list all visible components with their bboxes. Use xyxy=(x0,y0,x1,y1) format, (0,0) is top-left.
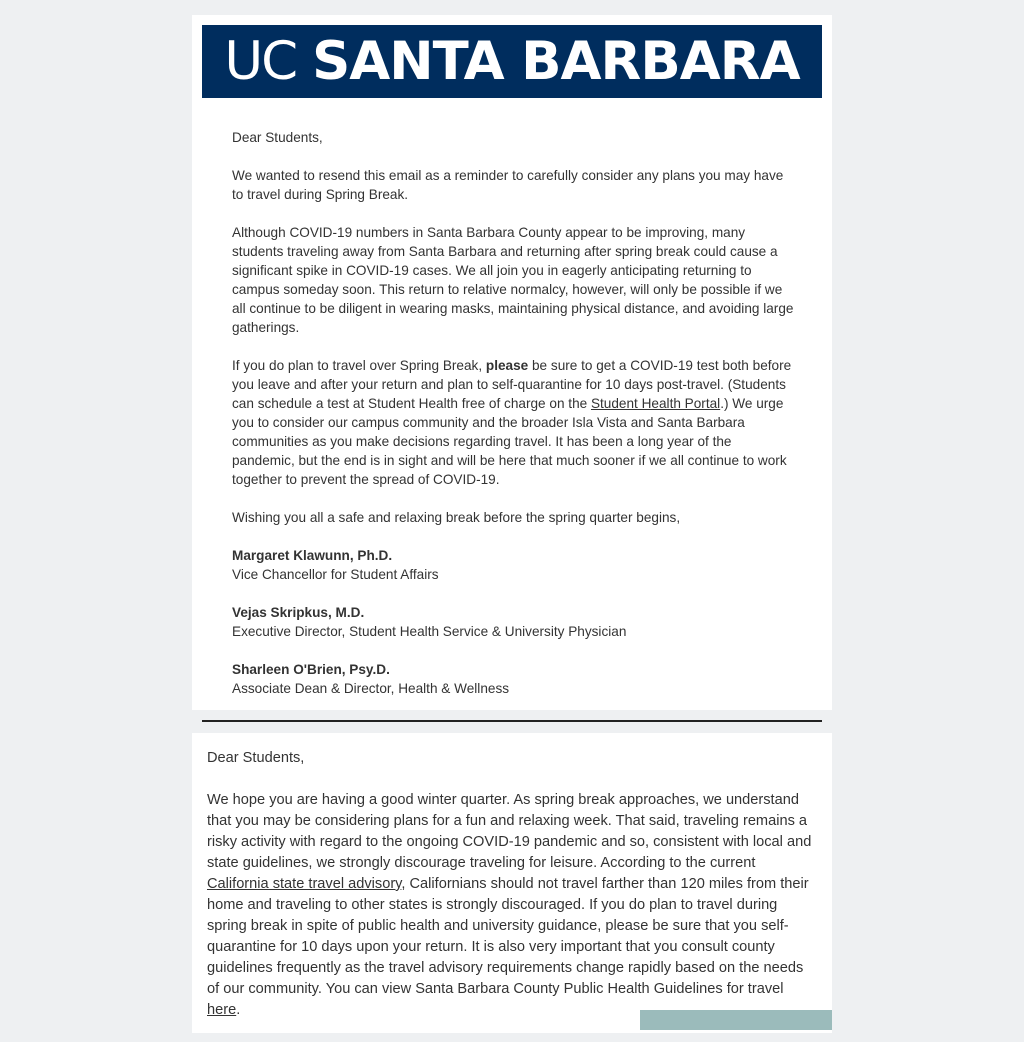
signature-block xyxy=(232,603,794,641)
paragraph-reminder: We wanted to resend this email as a reminder to carefully consider any plans you may have to travel during Spring Break. xyxy=(232,168,784,202)
email-body-original xyxy=(207,748,815,1042)
signature-title: Vice Chancellor for Student Affairs xyxy=(232,567,439,582)
teal-footer-block xyxy=(640,1010,832,1030)
testing-text-3: .) We urge you to consider our campus community and the broader Isla Vista and Santa Barbara communities as you make decisions regarding travel. It has been a long year of the pandemic, but the end is in sight and will be here that much sooner if we all continue to work together to prevent the spread of COVID-19. xyxy=(232,396,787,487)
email-divider xyxy=(202,720,822,722)
guidance-text-2: , Californians should not travel farther than 120 miles from their home and traveling to other states is strongly discouraged. If you do plan to travel during spring break in spite of public health and university guidance, please be sure that you self-quarantine for 10 days upon your return. It is also very important that you consult county guidelines frequently as the travel advisory requirements change rapidly based on the needs of our community. You can view Santa Barbara County Public Health Guidelines for travel xyxy=(207,876,809,997)
county-guidelines-here-link[interactable]: here xyxy=(207,1002,237,1018)
wordmark-uc: UC xyxy=(224,31,297,92)
wordmark-santa-barbara: SANTA BARBARA xyxy=(312,31,800,92)
email-body-resend xyxy=(232,128,794,717)
ucsb-logo-banner xyxy=(202,25,822,98)
greeting: Dear Students, xyxy=(207,750,305,766)
greeting: Dear Students, xyxy=(232,130,323,145)
testing-text-2: be sure to get a COVID-19 test both before you leave and after your return and plan to self-quarantine for 10 days post-travel. (Students can schedule a test at Student Health free of charge on the xyxy=(232,358,792,411)
testing-emphasis: please xyxy=(485,358,529,373)
guidance-text-1: We hope you are having a good winter quarter. As spring break approaches, we understand that you may be considering plans for a fun and relaxing week. That said, traveling remains a risky activity with regard to the ongoing COVID-19 pandemic and so, consistent with local and state guidelines, we strongly discourage traveling for leisure. According to the current xyxy=(207,792,812,871)
signature-title: Executive Director, Student Health Service & University Physician xyxy=(232,624,627,639)
testing-text-1: If you do plan to travel over Spring Break, xyxy=(232,358,486,373)
signature-name: Margaret Klawunn, Ph.D. xyxy=(232,548,393,563)
california-travel-advisory-link[interactable]: California state travel advisory xyxy=(207,876,402,892)
paragraph-wishes: Wishing you all a safe and relaxing break before the spring quarter begins, xyxy=(232,510,681,525)
email-card-original xyxy=(192,733,832,1033)
signature-title: Associate Dean & Director, Health & Wellness xyxy=(232,681,510,696)
guidance-text-3: . xyxy=(236,1002,241,1018)
paragraph-testing xyxy=(232,356,794,489)
signature-name: Vejas Skripkus, M.D. xyxy=(232,605,365,620)
signature-name: Sharleen O'Brien, Psy.D. xyxy=(232,662,390,677)
paragraph-covid-numbers: Although COVID-19 numbers in Santa Barbara County appear to be improving, many students traveling away from Santa Barbara and returning after spring break could cause a significant spike in COVID-19 cases. We all join you in eagerly anticipating returning to campus someday soon. This return to relative normalcy, however, will only be possible if we all continue to be diligent in wearing masks, maintaining physical distance, and avoiding large gatherings. xyxy=(232,225,794,335)
email-card-resend xyxy=(192,15,832,710)
signature-block xyxy=(232,660,794,698)
student-health-portal-link[interactable]: Student Health Portal xyxy=(590,396,721,411)
paragraph-travel-guidance xyxy=(207,790,815,1021)
ucsb-wordmark xyxy=(224,31,800,92)
signature-block xyxy=(232,546,794,584)
